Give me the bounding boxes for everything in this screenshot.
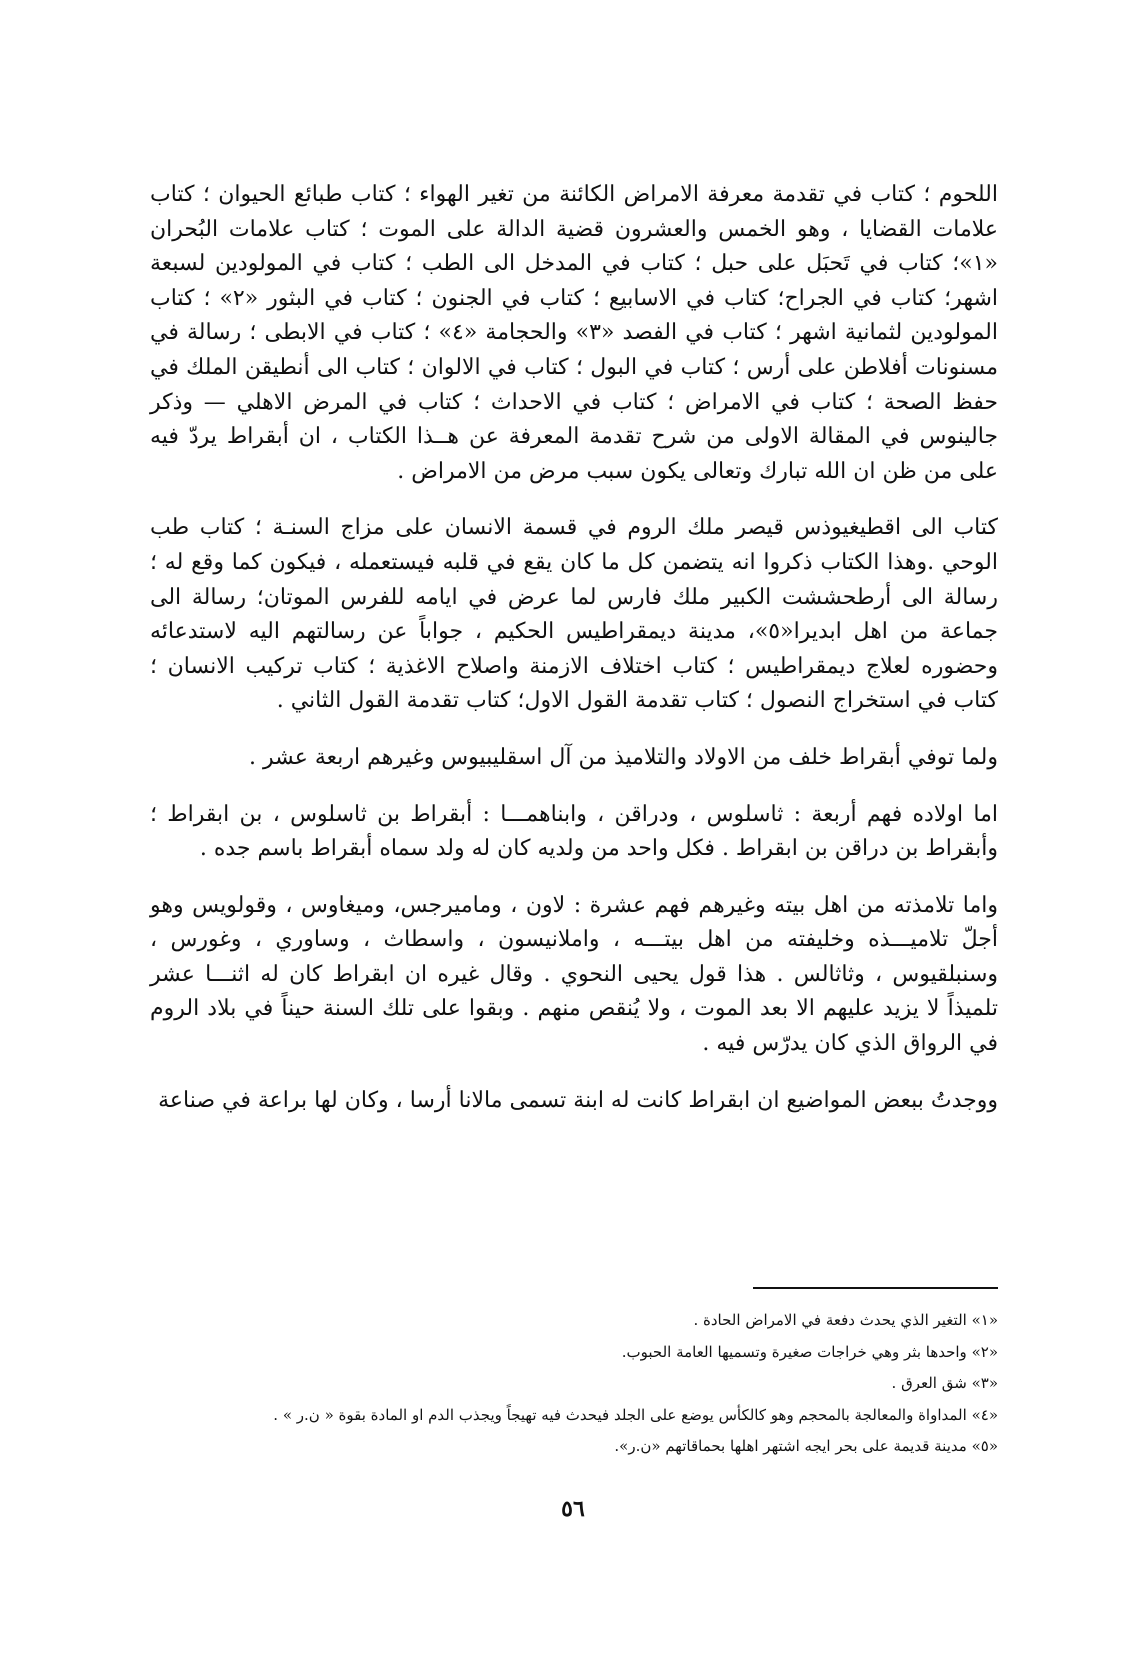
footnote-2: «٢» واحدها بثر وهي خراجات صغيرة وتسميها العامة الحبوب. [621,1342,998,1361]
footnotes [150,1305,998,1463]
paragraph-spacer [150,489,998,511]
paragraph-spacer [150,867,998,889]
footnote-3: «٣» شق العرق . [891,1374,998,1392]
paragraph-spacer [150,719,998,741]
footnote-4: «٤» المداواة والمعالجة بالمحجم وهو كالكأس يوضع على الجلد فيحدث فيه تهيجاً ويجذب الدم او المادة بقوة « ن.ر » . [273,1405,998,1424]
paragraph-3: ولما توفي أبقراط خلف من الاولاد والتلاميذ من آل اسقليبيوس وغيرهم اربعة عشر . [249,744,998,770]
main-text [150,178,998,1118]
footnote-1: «١» التغير الذي يحدث دفعة في الامراض الحادة . [693,1311,998,1329]
paragraph-4: اما اولاده فهم أربعة : ثاسلوس ، ودراقن ، وابناهمـــا : أبقراط بن ثاسلوس ، بن ابقراط ؛ وأبقراط بن دراقن بن ابقراط . فكل واحد من ولديه كان له ولد سماه أبقراط باسم جده . [150,801,998,862]
page-number: ٥٦ [561,1496,585,1522]
footnote-divider [753,1287,998,1289]
paragraph-5: واما تلامذته من اهل بيته وغيرهم فهم عشرة : لاون ، وماميرجس، وميغاوس ، وقولويس وهو أجلّ تلاميـــذه وخليفته من اهل بيتـــه ، واملانيسون ، واسطاث ، وساوري ، وغورس ، وسنبلقيوس ، وثاثالس . هذا قول يحيى النحوي . وقال غيره ان ابقراط كان له اثنـــا عشر تلميذاً لا يزيد عليهم الا بعد الموت ، ولا يُنقص منهم . وبقوا على تلك السنة حيناً في بلاد الروم في الرواق الذي كان يدرّس فيه . [150,892,998,1057]
paragraph-spacer [150,776,998,798]
paragraph-6: ووجدتُ ببعض المواضيع ان ابقراط كانت له ابنة تسمى مالانا أرسا ، وكان لها براعة في صناعة [158,1087,998,1113]
footnote-5: «٥» مدينة قديمة على بحر ايجه اشتهر اهلها بحماقاتهم «ن.ر». [614,1437,998,1455]
paragraph-2: كتاب الى اقطيغيوذس قيصر ملك الروم في قسمة الانسان على مزاج السنـة ؛ كتاب طب الوحي .وهذا الكتاب ذكروا انه يتضمن كل ما كان يقع في قلبه فيستعمله ، فيكون كما وقع له ؛ رسالة الى أرطحششت الكبير ملك فارس لما عرض في ايامه للفرس الموتان؛ رسالة الى جماعة من اهل ابديرا«٥»، مدينة ديمقراطيس الحكيم ، جواباً عن رسالتهم اليه لاستدعائه وحضوره لعلاج ديمقراطيس ؛ كتاب اختلاف الازمنة واصلاح الاغذية ؛ كتاب تركيب الانسان ؛ كتاب في استخراج النصول ؛ كتاب تقدمة القول الاول؛ كتاب تقدمة القول الثاني . [150,515,998,714]
paragraph-spacer [150,1062,998,1084]
paragraph-1: اللحوم ؛ كتاب في تقدمة معرفة الامراض الكائنة من تغير الهواء ؛ كتاب طبائع الحيوان ؛ كتاب علامات القضايا ، وهو الخمس والعشرون قضية الدالة على الموت ؛ كتاب علامات البُحران «١»؛ كتاب في تَحبَل على حبل ؛ كتاب في المدخل الى الطب ؛ كتاب في المولودين لسبعة اشهر؛ كتاب في الجراح؛ كتاب في الاسابيع ؛ كتاب في الجنون ؛ كتاب في البثور «٢» ؛ كتاب المولودين لثمانية اشهر ؛ كتاب في الفصد «٣» والحجامة «٤» ؛ كتاب في الابطى ؛ رسالة في مسنونات أفلاطن على أرس ؛ كتاب في البول ؛ كتاب في الالوان ؛ كتاب الى أنطيقن الملك في حفظ الصحة ؛ كتاب في الامراض ؛ كتاب في الاحداث ؛ كتاب في المرض الاهلي — وذكر جالينوس في المقالة الاولى من شرح تقدمة المعرفة عن هــذا الكتاب ، ان أبقراط يردّ فيه على من ظن ان الله تبارك وتعالى يكون سبب مرض من الامراض . [150,182,999,484]
